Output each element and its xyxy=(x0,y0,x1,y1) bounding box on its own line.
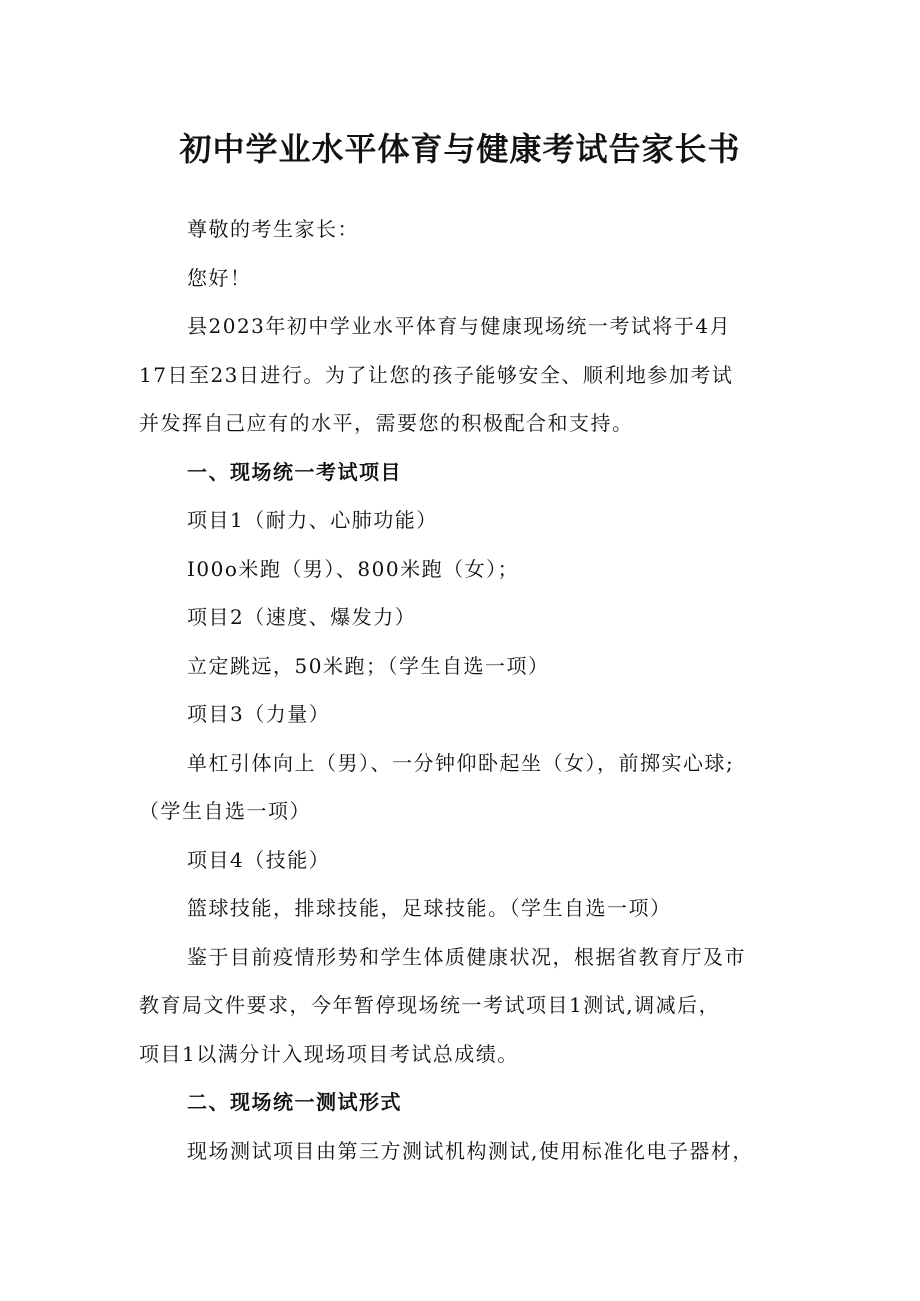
paragraph-line: 项目1以满分计入现场项目考试总成绩。 xyxy=(139,1041,519,1066)
section-heading: 一、现场统一考试项目 xyxy=(187,459,402,484)
paragraph-line: 并发挥自己应有的水平，需要您的积极配合和支持。 xyxy=(139,411,634,435)
paragraph-line: 鉴于目前疫情形势和学生体质健康状况，根据省教育厅及市 xyxy=(187,944,746,969)
paragraph-line: 教育局文件要求，今年暂停现场统一考试项目1测试,调减后， xyxy=(139,993,721,1017)
paragraph-line: 篮球技能，排球技能，足球技能。（学生自选一项） xyxy=(187,896,672,920)
paragraph-line: 项目1（耐力、心肺功能） xyxy=(187,508,438,532)
paragraph-line: 17日至23日进行。为了让您的孩子能够安全、顺利地参加考试 xyxy=(139,362,734,387)
paragraph-line: 现场测试项目由第三方测试机构测试,使用标准化电子器材， xyxy=(187,1138,754,1163)
paragraph-line: 县2023年初中学业水平体育与健康现场统一考试将于4月 xyxy=(187,314,732,338)
paragraph-line: 尊敬的考生家长： xyxy=(187,217,359,241)
paragraph-line: 您好！ xyxy=(187,265,252,290)
paragraph-line: I00o米跑（男）、800米跑（女）； xyxy=(187,556,520,581)
paragraph-line: 项目2（速度、爆发力） xyxy=(187,605,417,629)
document-body xyxy=(139,205,789,1175)
paragraph-line: 单杠引体向上（男）、一分钟仰卧起坐（女），前掷实心球; xyxy=(187,750,735,775)
paragraph-line: 项目3（力量） xyxy=(187,702,331,726)
paragraph-line: （学生自选一项） xyxy=(139,799,311,823)
section-heading: 二、现场统一测试形式 xyxy=(187,1090,402,1114)
paragraph-line: 立定跳远，50米跑；（学生自选一项） xyxy=(187,653,550,678)
document-title: 初中学业水平体育与健康考试告家长书 xyxy=(179,130,741,168)
paragraph-line: 项目4（技能） xyxy=(187,847,331,872)
